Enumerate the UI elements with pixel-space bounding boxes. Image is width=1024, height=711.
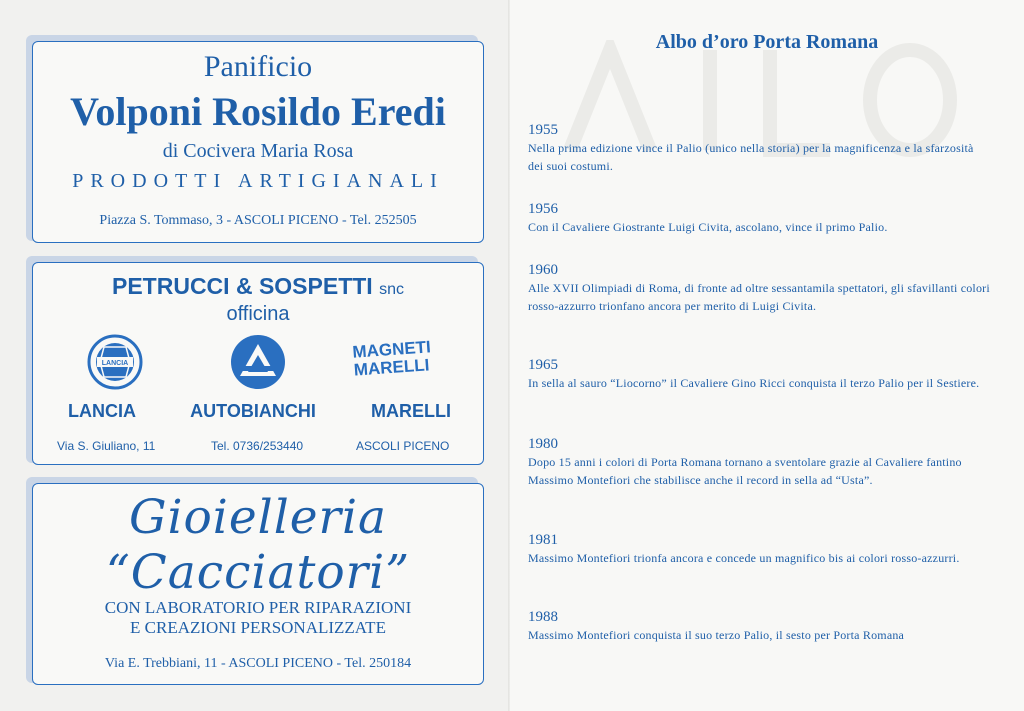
officina-street: Via S. Giuliano, 11 [57,439,156,453]
albo-entry [528,436,990,489]
entry-year: 1988 [528,609,558,625]
albo-entry [528,532,990,567]
entry-year: 1965 [528,357,558,373]
albo-title: Albo d’oro Porta Romana [655,31,879,53]
panificio-address: Piazza S. Tommaso, 3 - ASCOLI PICENO - Tel. 252505 [99,213,417,228]
entry-year: 1955 [528,122,558,138]
albo-entry [528,122,990,175]
officina-ad [32,262,484,465]
lancia-logo-text: LANCIA [101,360,129,367]
autobianchi-logo-icon [229,333,287,391]
left-page [0,0,510,711]
gioielleria-name: Gioielleria “Cacciatori” [105,490,411,600]
panificio-name: Volponi Rosildo Eredi [70,89,446,134]
officina-phone: Tel. 0736/253440 [211,439,304,453]
entry-year: 1960 [528,262,558,278]
entry-text: Alle XVII Olimpiadi di Roma, di fronte ad oltre sessantamila spettatori, gli sfavillanti colori rosso-azzurro trionfano ancora per merito di Luigi Civita. [528,281,990,313]
entry-year: 1956 [528,201,558,217]
officina-type: officina [226,303,290,325]
panificio-owner: di Cocivera Maria Rosa [162,140,354,162]
gioielleria-line2: E CREAZIONI PERSONALIZZATE [130,618,386,637]
lancia-logo-icon [86,333,144,391]
gioielleria-address: Via E. Trebbiani, 11 - ASCOLI PICENO - Tel. 250184 [104,656,412,671]
panificio-label: Panificio [203,50,313,83]
brand-lancia: LANCIA [68,401,136,421]
entry-text: In sella al sauro “Liocorno” il Cavaliere Gino Ricci conquista il terzo Palio per il Sestiere. [528,376,980,390]
panificio-ad [32,41,484,243]
albo-entry [528,262,990,315]
gioielleria-ad [32,483,484,685]
right-page [510,0,1024,711]
panificio-products: PRODOTTI ARTIGIANALI [72,170,444,192]
brand-marelli: MARELLI [371,401,451,421]
entry-text: Dopo 15 anni i colori di Porta Romana tornano a sventolare grazie al Cavaliere fantino Massimo Montefiori che stabilisce anche il record in sella ad “Usta”. [528,455,962,487]
albo-entry [528,201,990,236]
albo-entry [528,357,990,392]
entry-year: 1981 [528,532,558,548]
officina-name: PETRUCCI & SOSPETTI [112,273,373,299]
officina-suffix: snc [379,281,404,298]
officina-city: ASCOLI PICENO [356,439,450,453]
brand-autobianchi: AUTOBIANCHI [190,401,316,421]
entry-text: Nella prima edizione vince il Palio (unico nella storia) per la magnificenza e la sfarzosità dei suoi costumi. [528,141,974,173]
entry-text: Massimo Montefiori trionfa ancora e concede un magnifico bis ai colori rosso-azzurri. [528,551,960,565]
magneti-text: MAGNETI [351,337,432,362]
entry-year: 1980 [528,436,558,452]
marelli-logo-text: MARELLI [353,355,430,380]
gioielleria-line1: CON LABORATORIO PER RIPARAZIONI [104,598,412,617]
albo-entry [528,609,990,644]
officina-title [33,273,483,300]
entry-text: Massimo Montefiori conquista il suo terzo Palio, il sesto per Porta Romana [528,628,905,642]
entry-text: Con il Cavaliere Giostrante Luigi Civita, ascolano, vince il primo Palio. [528,220,888,234]
magneti-marelli-logo-icon [351,333,433,383]
